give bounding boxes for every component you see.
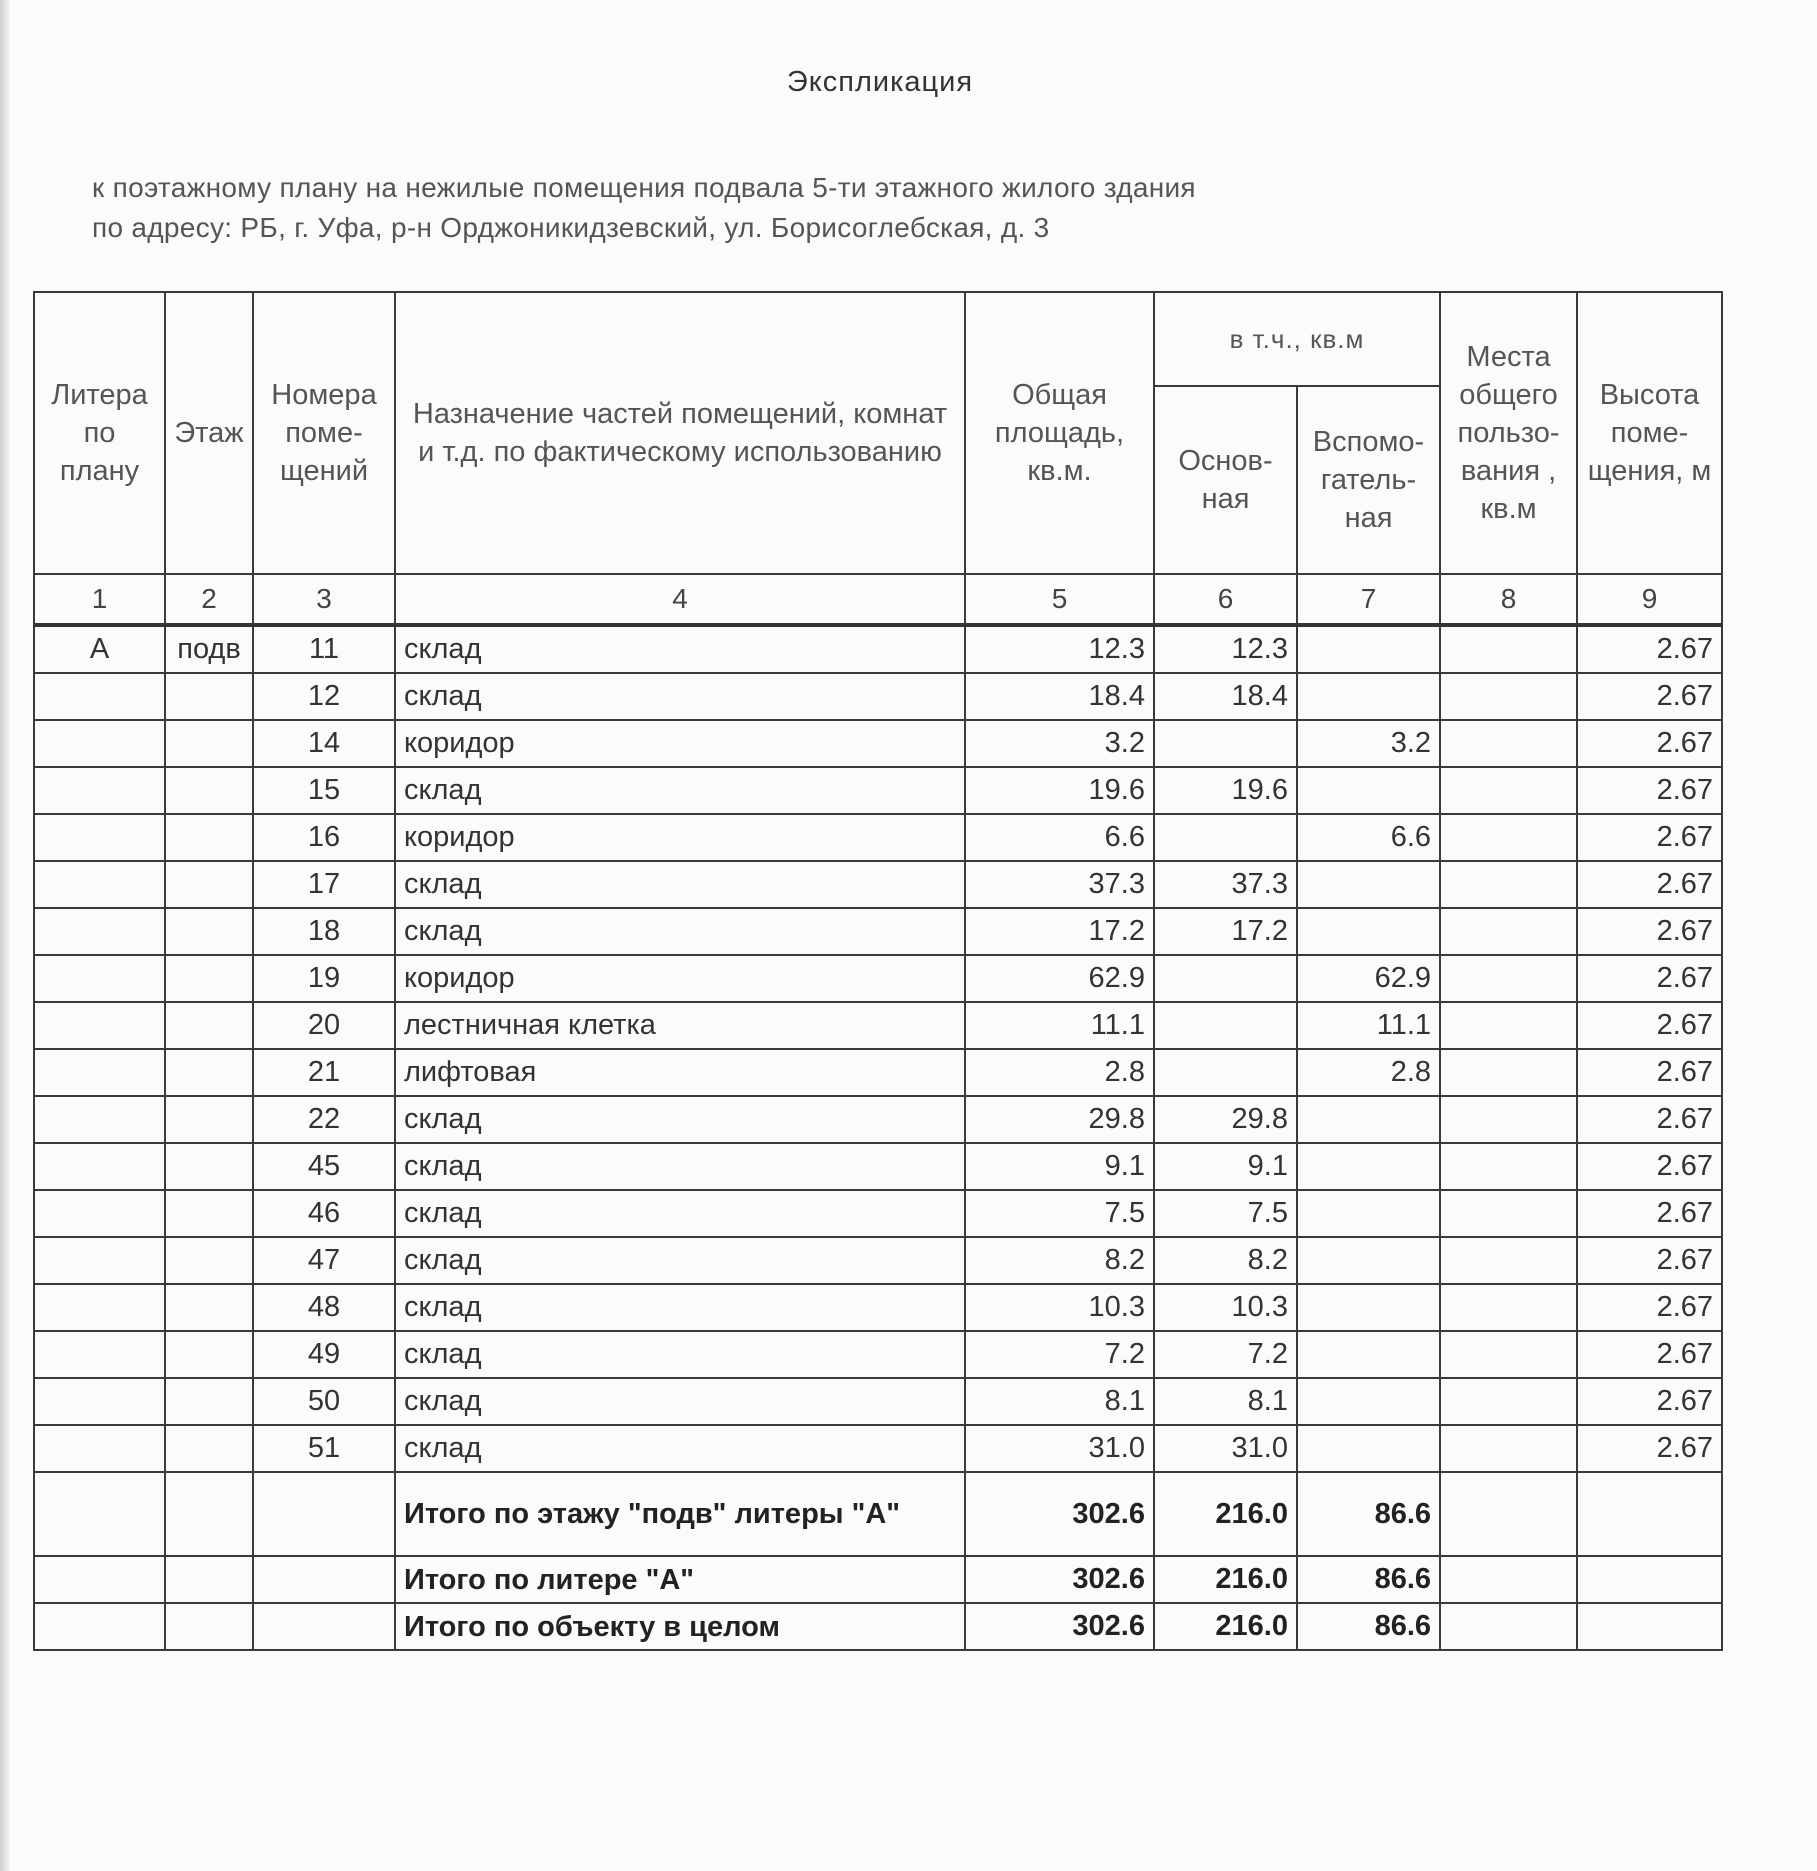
header-auxiliary: Вспомо-гатель-ная (1297, 386, 1440, 574)
cell-purpose: склад (395, 1237, 965, 1284)
cell-height: 2.67 (1577, 1143, 1722, 1190)
totals-label: Итого по объекту в целом (395, 1603, 965, 1650)
document-title: Экспликация (786, 66, 974, 98)
cell-purpose: склад (395, 1425, 965, 1472)
cell-auxiliary-area (1297, 1096, 1440, 1143)
cell-floor (165, 767, 253, 814)
column-number: 7 (1297, 574, 1440, 625)
cell-height: 2.67 (1577, 814, 1722, 861)
cell-floor (165, 1002, 253, 1049)
column-number: 1 (34, 574, 165, 625)
cell-floor: подв (165, 625, 253, 673)
table-body (34, 574, 1722, 1650)
cell-common-area (1440, 767, 1577, 814)
cell-litera (34, 1096, 165, 1143)
cell-total-area: 7.5 (965, 1190, 1154, 1237)
cell-main-area: 31.0 (1154, 1425, 1297, 1472)
cell-purpose: склад (395, 1378, 965, 1425)
cell-room-number: 51 (253, 1425, 395, 1472)
cell-floor (165, 1237, 253, 1284)
cell-height: 2.67 (1577, 1425, 1722, 1472)
cell-room-number: 22 (253, 1096, 395, 1143)
cell-auxiliary-area (1297, 861, 1440, 908)
cell-empty (34, 1556, 165, 1603)
cell-main-area: 8.2 (1154, 1237, 1297, 1284)
cell-common-area (1440, 861, 1577, 908)
column-number: 8 (1440, 574, 1577, 625)
cell-purpose: склад (395, 673, 965, 720)
cell-common-area (1440, 908, 1577, 955)
cell-floor (165, 955, 253, 1002)
cell-common-area (1440, 720, 1577, 767)
header-common-areas: Места общего пользо-вания , кв.м (1440, 292, 1577, 574)
column-numbers-row (34, 574, 1722, 625)
cell-total-area: 37.3 (965, 861, 1154, 908)
cell-total-area: 12.3 (965, 625, 1154, 673)
cell-empty (1577, 1472, 1722, 1556)
totals-total-area: 302.6 (965, 1556, 1154, 1603)
cell-room-number: 14 (253, 720, 395, 767)
cell-purpose: коридор (395, 814, 965, 861)
cell-room-number: 49 (253, 1331, 395, 1378)
cell-total-area: 9.1 (965, 1143, 1154, 1190)
cell-auxiliary-area (1297, 1425, 1440, 1472)
cell-height: 2.67 (1577, 1378, 1722, 1425)
cell-main-area: 37.3 (1154, 861, 1297, 908)
table-row (34, 1049, 1722, 1096)
cell-floor (165, 861, 253, 908)
cell-litera (34, 1190, 165, 1237)
cell-main-area: 8.1 (1154, 1378, 1297, 1425)
cell-purpose: склад (395, 1190, 965, 1237)
cell-litera (34, 908, 165, 955)
cell-auxiliary-area: 2.8 (1297, 1049, 1440, 1096)
cell-total-area: 18.4 (965, 673, 1154, 720)
cell-empty (1440, 1472, 1577, 1556)
cell-purpose: склад (395, 908, 965, 955)
cell-total-area: 3.2 (965, 720, 1154, 767)
cell-height: 2.67 (1577, 1002, 1722, 1049)
cell-floor (165, 1425, 253, 1472)
cell-main-area (1154, 720, 1297, 767)
table-row (34, 767, 1722, 814)
cell-litera (34, 814, 165, 861)
cell-room-number: 20 (253, 1002, 395, 1049)
table-row (34, 625, 1722, 673)
header-purpose: Назначение частей помещений, комнат и т.д. по фактическому использованию (395, 292, 965, 574)
cell-common-area (1440, 814, 1577, 861)
column-number: 3 (253, 574, 395, 625)
header-total-area: Общая площадь, кв.м. (965, 292, 1154, 574)
cell-auxiliary-area (1297, 1331, 1440, 1378)
totals-label: Итого по литере "А" (395, 1556, 965, 1603)
cell-floor (165, 908, 253, 955)
cell-empty (34, 1472, 165, 1556)
cell-main-area: 7.5 (1154, 1190, 1297, 1237)
cell-height: 2.67 (1577, 1237, 1722, 1284)
cell-litera (34, 1284, 165, 1331)
cell-height: 2.67 (1577, 1096, 1722, 1143)
cell-floor (165, 1378, 253, 1425)
cell-height: 2.67 (1577, 955, 1722, 1002)
cell-auxiliary-area (1297, 625, 1440, 673)
cell-height: 2.67 (1577, 908, 1722, 955)
cell-height: 2.67 (1577, 861, 1722, 908)
cell-common-area (1440, 1190, 1577, 1237)
cell-room-number: 18 (253, 908, 395, 955)
cell-empty (1440, 1603, 1577, 1650)
table-row (34, 1143, 1722, 1190)
cell-purpose: коридор (395, 720, 965, 767)
totals-main-area: 216.0 (1154, 1603, 1297, 1650)
cell-common-area (1440, 1237, 1577, 1284)
cell-purpose: склад (395, 1284, 965, 1331)
totals-row (34, 1556, 1722, 1603)
cell-purpose: склад (395, 1143, 965, 1190)
cell-common-area (1440, 1284, 1577, 1331)
cell-main-area (1154, 955, 1297, 1002)
cell-purpose: склад (395, 1331, 965, 1378)
table-row (34, 1425, 1722, 1472)
cell-height: 2.67 (1577, 673, 1722, 720)
cell-room-number: 47 (253, 1237, 395, 1284)
cell-total-area: 62.9 (965, 955, 1154, 1002)
cell-floor (165, 1049, 253, 1096)
cell-common-area (1440, 1143, 1577, 1190)
cell-auxiliary-area: 62.9 (1297, 955, 1440, 1002)
document-subtitle (92, 168, 1196, 248)
cell-room-number: 15 (253, 767, 395, 814)
cell-common-area (1440, 673, 1577, 720)
table-row (34, 1378, 1722, 1425)
cell-empty (1577, 1603, 1722, 1650)
cell-main-area (1154, 1049, 1297, 1096)
cell-room-number: 11 (253, 625, 395, 673)
header-litera: Литера по плану (34, 292, 165, 574)
cell-total-area: 11.1 (965, 1002, 1154, 1049)
cell-height: 2.67 (1577, 1331, 1722, 1378)
cell-litera (34, 1002, 165, 1049)
cell-auxiliary-area (1297, 1237, 1440, 1284)
cell-floor (165, 1096, 253, 1143)
totals-main-area: 216.0 (1154, 1556, 1297, 1603)
cell-common-area (1440, 1049, 1577, 1096)
column-number: 6 (1154, 574, 1297, 625)
cell-litera (34, 861, 165, 908)
cell-purpose: склад (395, 625, 965, 673)
totals-auxiliary-area: 86.6 (1297, 1556, 1440, 1603)
cell-auxiliary-area: 6.6 (1297, 814, 1440, 861)
totals-row (34, 1603, 1722, 1650)
cell-floor (165, 1284, 253, 1331)
cell-main-area: 9.1 (1154, 1143, 1297, 1190)
table-row (34, 861, 1722, 908)
cell-floor (165, 720, 253, 767)
cell-common-area (1440, 1378, 1577, 1425)
column-number: 5 (965, 574, 1154, 625)
cell-room-number: 16 (253, 814, 395, 861)
cell-room-number: 17 (253, 861, 395, 908)
cell-common-area (1440, 955, 1577, 1002)
cell-empty (253, 1603, 395, 1650)
cell-common-area (1440, 1425, 1577, 1472)
table-row (34, 673, 1722, 720)
cell-total-area: 6.6 (965, 814, 1154, 861)
cell-total-area: 29.8 (965, 1096, 1154, 1143)
cell-common-area (1440, 1096, 1577, 1143)
cell-height: 2.67 (1577, 1284, 1722, 1331)
cell-purpose: лестничная клетка (395, 1002, 965, 1049)
totals-main-area: 216.0 (1154, 1472, 1297, 1556)
totals-auxiliary-area: 86.6 (1297, 1472, 1440, 1556)
cell-room-number: 19 (253, 955, 395, 1002)
table-row (34, 955, 1722, 1002)
cell-empty (165, 1556, 253, 1603)
cell-room-number: 45 (253, 1143, 395, 1190)
cell-floor (165, 1143, 253, 1190)
header-main: Основ-ная (1154, 386, 1297, 574)
totals-label: Итого по этажу "подв" литеры "А" (395, 1472, 965, 1556)
cell-litera (34, 1331, 165, 1378)
table-header-row-1 (34, 292, 1722, 386)
table-row (34, 1002, 1722, 1049)
cell-main-area: 29.8 (1154, 1096, 1297, 1143)
cell-total-area: 31.0 (965, 1425, 1154, 1472)
cell-main-area: 12.3 (1154, 625, 1297, 673)
cell-total-area: 17.2 (965, 908, 1154, 955)
cell-empty (34, 1603, 165, 1650)
column-number: 9 (1577, 574, 1722, 625)
cell-auxiliary-area (1297, 908, 1440, 955)
cell-purpose: склад (395, 861, 965, 908)
cell-empty (1577, 1556, 1722, 1603)
cell-litera (34, 1425, 165, 1472)
cell-floor (165, 1190, 253, 1237)
cell-total-area: 7.2 (965, 1331, 1154, 1378)
cell-auxiliary-area: 3.2 (1297, 720, 1440, 767)
cell-auxiliary-area (1297, 1190, 1440, 1237)
cell-room-number: 48 (253, 1284, 395, 1331)
cell-main-area: 18.4 (1154, 673, 1297, 720)
cell-main-area: 10.3 (1154, 1284, 1297, 1331)
cell-height: 2.67 (1577, 767, 1722, 814)
totals-row (34, 1472, 1722, 1556)
cell-main-area: 7.2 (1154, 1331, 1297, 1378)
cell-auxiliary-area (1297, 1284, 1440, 1331)
cell-floor (165, 814, 253, 861)
cell-litera (34, 767, 165, 814)
subtitle-line-1: к поэтажному плану на нежилые помещения подвала 5-ти этажного жилого здания (92, 172, 1196, 203)
cell-auxiliary-area (1297, 767, 1440, 814)
cell-empty (253, 1556, 395, 1603)
subtitle-line-2: по адресу: РБ, г. Уфа, р-н Орджоникидзевский, ул. Борисоглебская, д. 3 (92, 212, 1050, 243)
cell-room-number: 46 (253, 1190, 395, 1237)
totals-auxiliary-area: 86.6 (1297, 1603, 1440, 1650)
cell-litera (34, 1237, 165, 1284)
cell-empty (1440, 1556, 1577, 1603)
cell-litera (34, 1143, 165, 1190)
cell-common-area (1440, 1331, 1577, 1378)
cell-floor (165, 1331, 253, 1378)
table-row (34, 814, 1722, 861)
cell-height: 2.67 (1577, 625, 1722, 673)
cell-auxiliary-area: 11.1 (1297, 1002, 1440, 1049)
table-row (34, 1190, 1722, 1237)
header-floor: Этаж (165, 292, 253, 574)
table-row (34, 720, 1722, 767)
cell-litera (34, 720, 165, 767)
cell-height: 2.67 (1577, 720, 1722, 767)
cell-litera (34, 1049, 165, 1096)
header-height: Высота поме-щения, м (1577, 292, 1722, 574)
header-room-numbers: Номера поме-щений (253, 292, 395, 574)
cell-purpose: коридор (395, 955, 965, 1002)
cell-height: 2.67 (1577, 1190, 1722, 1237)
cell-purpose: склад (395, 1096, 965, 1143)
explication-table (33, 291, 1723, 1651)
table-row (34, 908, 1722, 955)
cell-height: 2.67 (1577, 1049, 1722, 1096)
cell-common-area (1440, 1002, 1577, 1049)
table-row (34, 1284, 1722, 1331)
cell-litera (34, 955, 165, 1002)
cell-main-area (1154, 814, 1297, 861)
cell-main-area (1154, 1002, 1297, 1049)
cell-empty (165, 1603, 253, 1650)
cell-litera (34, 1378, 165, 1425)
cell-auxiliary-area (1297, 1378, 1440, 1425)
cell-room-number: 12 (253, 673, 395, 720)
cell-litera: А (34, 625, 165, 673)
cell-total-area: 19.6 (965, 767, 1154, 814)
cell-purpose: лифтовая (395, 1049, 965, 1096)
cell-common-area (1440, 625, 1577, 673)
column-number: 4 (395, 574, 965, 625)
totals-total-area: 302.6 (965, 1472, 1154, 1556)
table-row (34, 1096, 1722, 1143)
header-incl-group: в т.ч., кв.м (1154, 292, 1440, 386)
cell-total-area: 8.2 (965, 1237, 1154, 1284)
cell-room-number: 21 (253, 1049, 395, 1096)
cell-room-number: 50 (253, 1378, 395, 1425)
cell-main-area: 17.2 (1154, 908, 1297, 955)
cell-auxiliary-area (1297, 1143, 1440, 1190)
cell-empty (165, 1472, 253, 1556)
cell-floor (165, 673, 253, 720)
totals-total-area: 302.6 (965, 1603, 1154, 1650)
scan-edge (0, 0, 10, 1871)
cell-purpose: склад (395, 767, 965, 814)
cell-total-area: 2.8 (965, 1049, 1154, 1096)
column-number: 2 (165, 574, 253, 625)
cell-empty (253, 1472, 395, 1556)
cell-litera (34, 673, 165, 720)
cell-main-area: 19.6 (1154, 767, 1297, 814)
table-row (34, 1331, 1722, 1378)
table-row (34, 1237, 1722, 1284)
cell-total-area: 10.3 (965, 1284, 1154, 1331)
cell-total-area: 8.1 (965, 1378, 1154, 1425)
cell-auxiliary-area (1297, 673, 1440, 720)
